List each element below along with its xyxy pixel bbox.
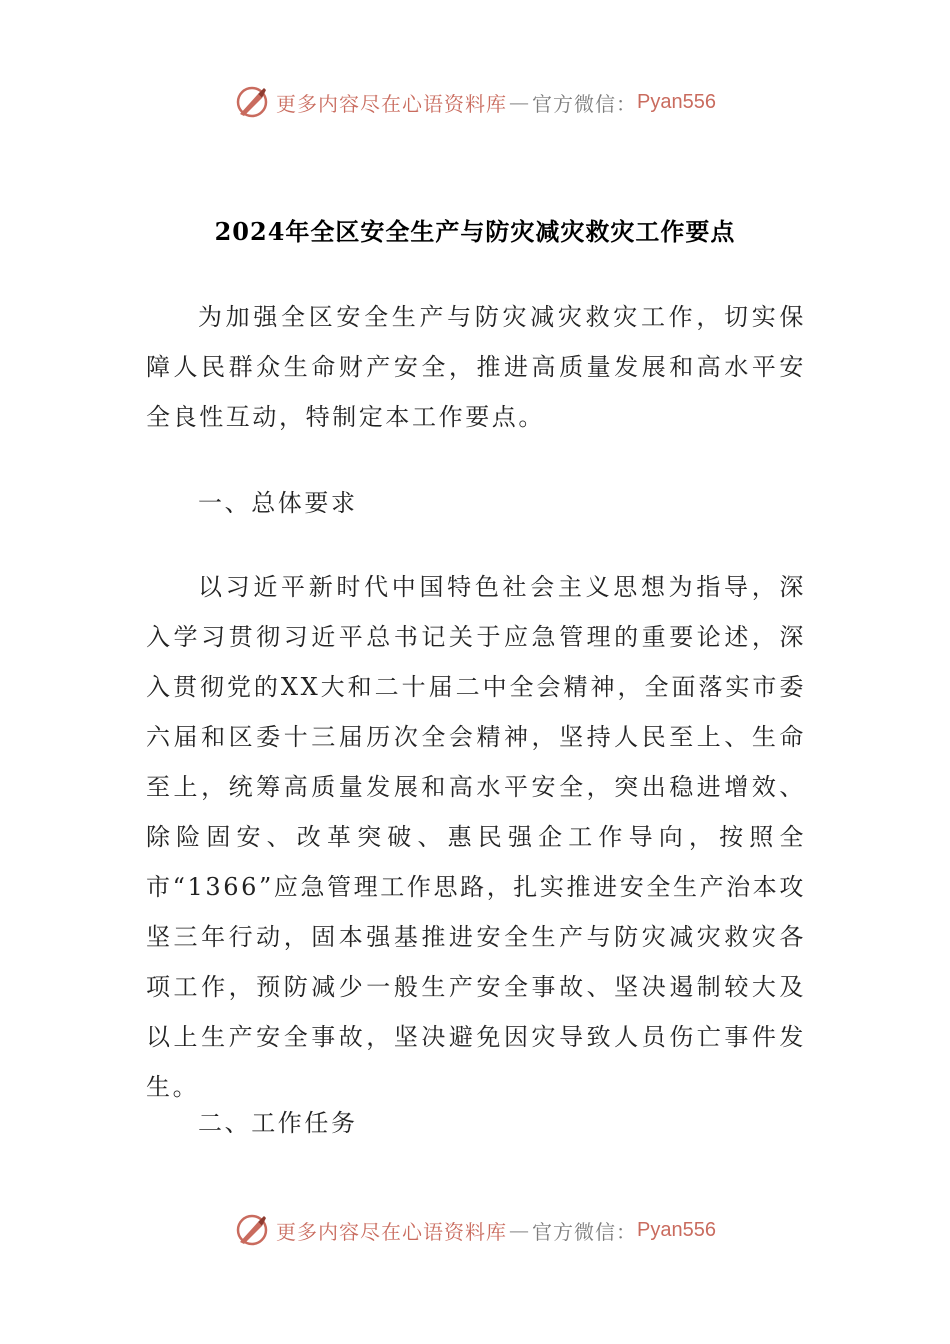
watermark-separator: — <box>509 90 531 114</box>
intro-paragraph: 为加强全区安全生产与防灾减灾救灾工作，切实保障人民群众生命财产安全，推进高质量发展和高水平安全良性互动，特制定本工作要点。 <box>146 303 806 431</box>
section-heading-2: 二、工作任务 <box>198 1109 358 1137</box>
document-title: 2024年全区安全生产与防灾减灾救灾工作要点 <box>214 217 736 246</box>
pen-nib-logo-icon <box>234 84 270 120</box>
watermark-label: 官方微信： <box>532 91 638 116</box>
watermark-main-text: 更多内容尽在心语资料库 <box>276 1219 508 1244</box>
watermark-banner-top <box>0 80 950 124</box>
watermark-label: 官方微信： <box>532 1219 638 1244</box>
watermark-separator: — <box>509 1218 531 1242</box>
watermark-main-text: 更多内容尽在心语资料库 <box>276 91 508 116</box>
watermark-wechat-id: Pyan556 <box>637 90 716 113</box>
pen-nib-logo-icon <box>234 1212 270 1248</box>
section-heading-1: 一、总体要求 <box>198 489 358 517</box>
watermark-wechat-id: Pyan556 <box>637 1218 716 1241</box>
section-1-paragraph: 以习近平新时代中国特色社会主义思想为指导，深入学习贯彻习近平总书记关于应急管理的重要论述，深入贯彻党的XX大和二十届二中全会精神，全面落实市委六届和区委十三届历次全会精神，坚持人民至上、生命至上，统筹高质量发展和高水平安全，突出稳进增效、除险固安、改革突破、惠民强企工作导向，按照全市“1366”应急管理工作思路，扎实推进安全生产治本攻坚三年行动，固本强基推进安全生产与防灾减灾救灾各项工作，预防减少一般生产安全事故、坚决遏制较大及以上生产安全事故，坚决避免因灾导致人员伤亡事件发生。 <box>146 573 806 1101</box>
watermark-banner-bottom <box>0 1208 950 1252</box>
